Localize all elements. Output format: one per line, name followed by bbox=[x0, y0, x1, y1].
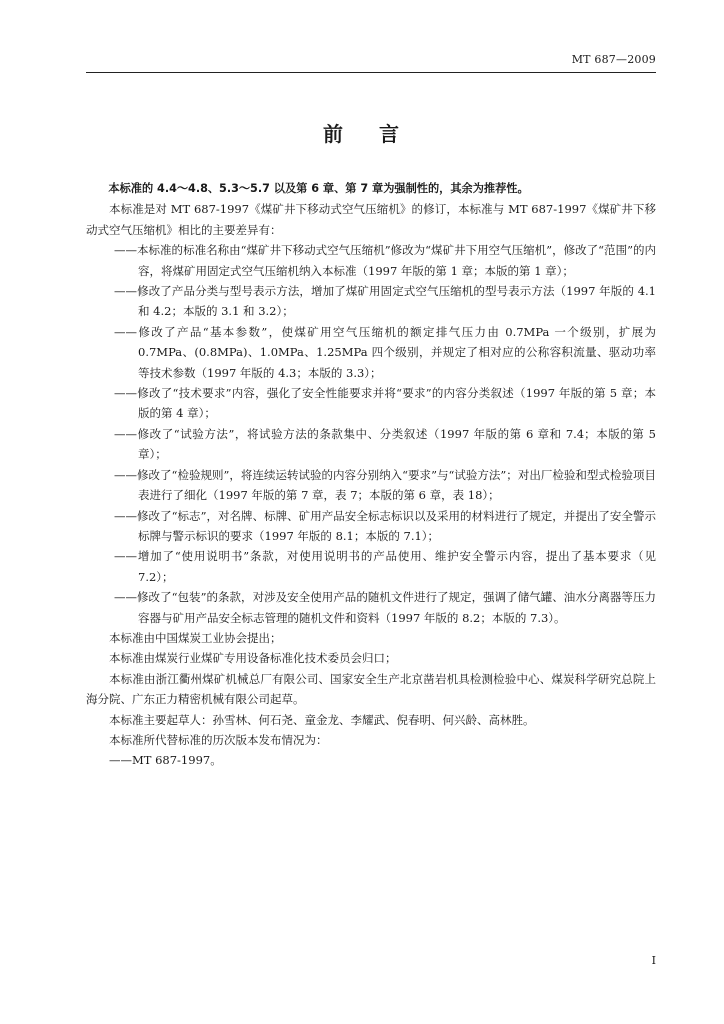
superseded-history-paragraph: 本标准所代替标准的历次版本发布情况为： bbox=[109, 732, 328, 747]
change-item: ——修改了“标志”，对名牌、标牌、矿用产品安全标志标识以及采用的材料进行了规定，并提出了安全警示标牌与警示标识的要求（1997 年版的 8.1；本版的 7.1）； bbox=[114, 508, 656, 543]
change-item: ——修改了“检验规则”，将连续运转试验的内容分别纳入“要求”与“试验方法”；对出厂检验和型式检验项目表进行了细化（1997 年版的第 7 章，表 7；本版的第 6 章，表 18）； bbox=[114, 467, 656, 503]
responsible-committee-paragraph: 本标准由煤炭行业煤矿专用设备标准化技术委员会归口； bbox=[109, 651, 397, 666]
proposer-paragraph: 本标准由中国煤炭工业协会提出； bbox=[109, 630, 282, 645]
header-divider bbox=[86, 72, 656, 73]
foreword-body bbox=[86, 179, 656, 771]
change-item: ——修改了“技术要求”内容，强化了安全性能要求并将“要求”的内容分类叙述（1997 年版的第 5 章；本版的第 4 章）； bbox=[114, 386, 656, 421]
change-item: ——修改了“试验方法”，将试验方法的条款集中、分类叙述（1997 年版的第 6 章和 7.4；本版的第 5 章）； bbox=[114, 426, 656, 462]
change-item: ——本标准的标准名称由“煤矿井下移动式空气压缩机”修改为“煤矿井下用空气压缩机”，修改了“范围”的内容，将煤矿用固定式空气压缩机纳入本标准（1997 年版的第 1 章；本版的第 1 章）； bbox=[114, 243, 656, 278]
standard-code: MT 687—2009 bbox=[571, 53, 656, 66]
mandatory-clause-statement: 本标准的 4.4～4.8、5.3～5.7 以及第 6 章、第 7 章为强制性的，其余为推荐性。 bbox=[108, 182, 529, 195]
change-item: ——修改了产品“基本参数”，使煤矿用空气压缩机的额定排气压力由 0.7MPa 一个级别，扩展为 0.7MPa、(0.8MPa)、1.0MPa、1.25MPa 四个级别，并规定了相对应的公称容积流量、驱动功率等技术参数（1997 年版的 4.3；本版的 3.3）； bbox=[114, 324, 656, 380]
drafting-organizations-paragraph: 本标准由浙江衢州煤矿机械总厂有限公司、国家安全生产北京凿岩机具检测检验中心、煤炭科学研究总院上海分院、广东正力精密机械有限公司起草。 bbox=[86, 671, 656, 707]
change-item: ——修改了产品分类与型号表示方法，增加了煤矿用固定式空气压缩机的型号表示方法（1997 年版的 4.1 和 4.2；本版的 3.1 和 3.2）； bbox=[114, 284, 656, 319]
page-title bbox=[0, 118, 724, 147]
title-char-1: 前 bbox=[323, 122, 345, 146]
revision-intro-paragraph: 本标准是对 MT 687-1997《煤矿井下移动式空气压缩机》的修订，本标准与 MT 687-1997《煤矿井下移动式空气压缩机》相比的主要差异有： bbox=[86, 202, 656, 237]
change-item: ——修改了“包装”的条款，对涉及安全使用产品的随机文件进行了规定，强调了储气罐、油水分离器等压力容器与矿用产品安全标志管理的随机文件和资料（1997 年版的 8.2；本版的 7.3）。 bbox=[114, 590, 656, 625]
change-item: ——增加了“使用说明书”条款，对使用说明书的产品使用、维护安全警示内容，提出了基本要求（见 7.2）； bbox=[114, 549, 656, 584]
superseded-version-item: ——MT 687-1997。 bbox=[109, 753, 222, 768]
page-number: I bbox=[651, 954, 656, 967]
drafters-paragraph: 本标准主要起草人：孙雪林、何石尧、童金龙、李耀武、倪春明、何兴龄、高林胜。 bbox=[109, 712, 535, 727]
title-char-2: 言 bbox=[379, 122, 401, 146]
